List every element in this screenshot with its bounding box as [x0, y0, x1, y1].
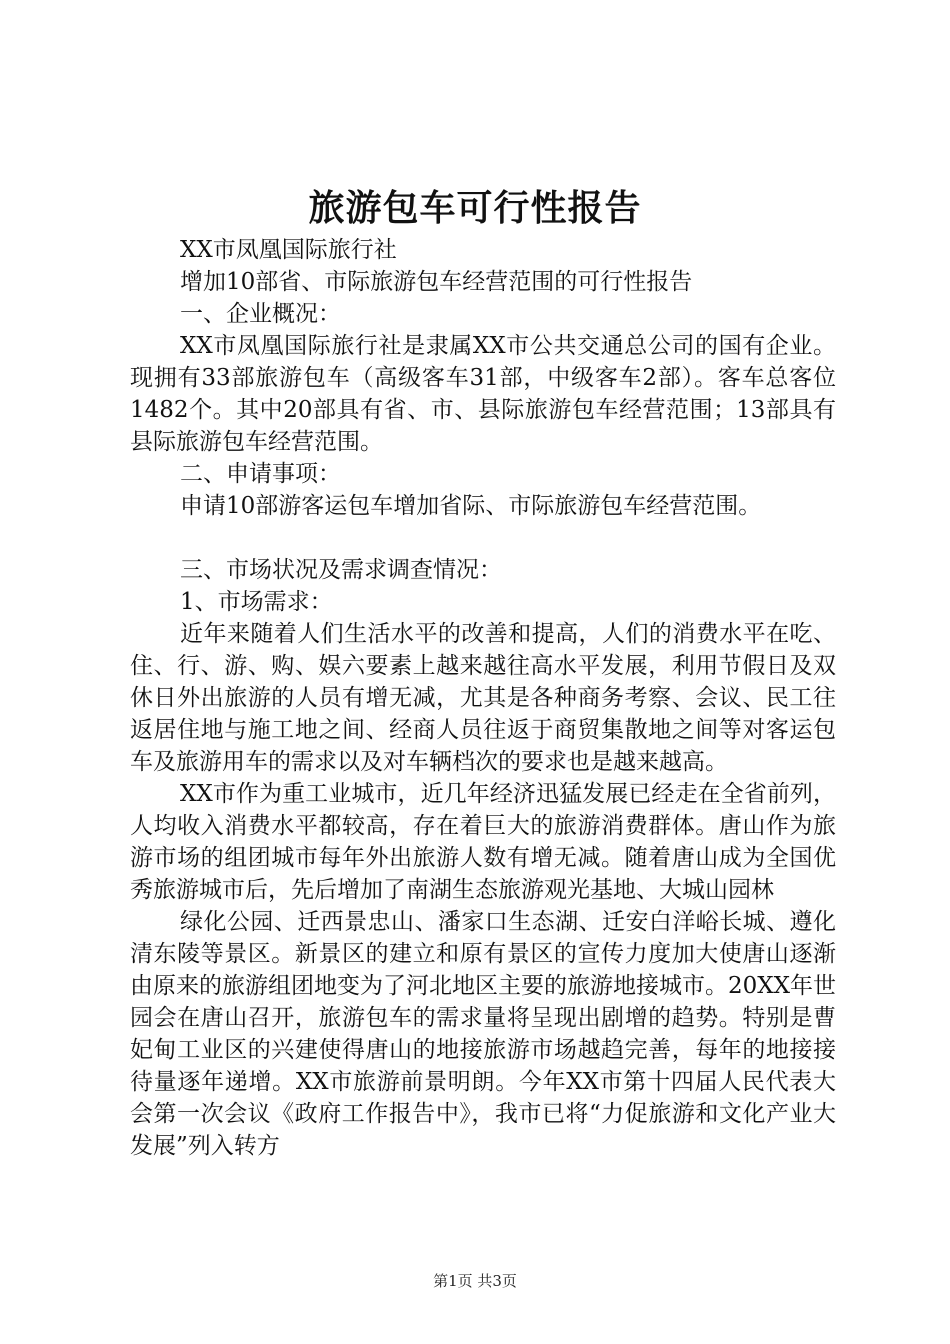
page-number: 第1页 共3页 — [433, 1272, 517, 1290]
application-text: 申请10部游客运包车增加省际、市际旅游包车经营范围。 — [180, 493, 762, 519]
blank-line — [130, 522, 836, 554]
section-heading-overview: 一、企业概况： — [180, 301, 341, 327]
section-heading-application: 二、申请事项： — [180, 461, 341, 487]
agency-name: XX市凤凰国际旅行社 — [180, 237, 397, 263]
document-title: 旅游包车可行性报告 — [308, 187, 642, 229]
paragraph-scenic: 绿化公园、迁西景忠山、潘家口生态湖、迁安白洋峪长城、遵化清东陵等景区。新景区的建立和原有景区的宣传力度加大使唐山逐渐由原来的旅游组团地变为了河北地区主要的旅游地接城市。20XX年世园会在唐山召开，旅游包车的需求量将呈现出剧增的趋势。特别是曹妃甸工业区的兴建使得唐山的地接旅游市场越趋完善，每年的地接接待量逐年递增。XX市旅游前景明朗。今年XX市第十四届人民代表大会第一次会议《政府工作报告中》，我市已将“力促旅游和文化产业大发展”列入转方 — [130, 909, 837, 1159]
paragraph-demand: 近年来随着人们生活水平的改善和提高，人们的消费水平在吃、住、行、游、购、娱六要素上越来越往高水平发展，利用节假日及双休日外出旅游的人员有增无减，尤其是各种商务考察、会议、民工往返居住地与施工地之间、经商人员往返于商贸集散地之间等对客运包车及旅游用车的需求以及对车辆档次的要求也是越来越高。 — [130, 621, 836, 775]
section-heading-market: 三、市场状况及需求调查情况： — [180, 557, 502, 583]
paragraph-overview: XX市凤凰国际旅行社是隶属XX市公共交通总公司的国有企业。现拥有33部旅游包车（高级客车31部，中级客车2部）。客车总客位1482个。其中20部具有省、市、县际旅游包车经营范围；13部具有县际旅游包车经营范围。 — [130, 333, 836, 455]
subsection-heading-demand: 1、市场需求： — [180, 589, 333, 615]
report-subtitle: 增加10部省、市际旅游包车经营范围的可行性报告 — [180, 269, 693, 295]
paragraph-city: XX市作为重工业城市，近几年经济迅猛发展已经走在全省前列，人均收入消费水平都较高，存在着巨大的旅游消费群体。唐山作为旅游市场的组团城市每年外出旅游人数有增无减。随着唐山成为全国优秀旅游城市后，先后增加了南湖生态旅游观光基地、大城山园林 — [130, 781, 836, 903]
document-body — [130, 234, 836, 1162]
